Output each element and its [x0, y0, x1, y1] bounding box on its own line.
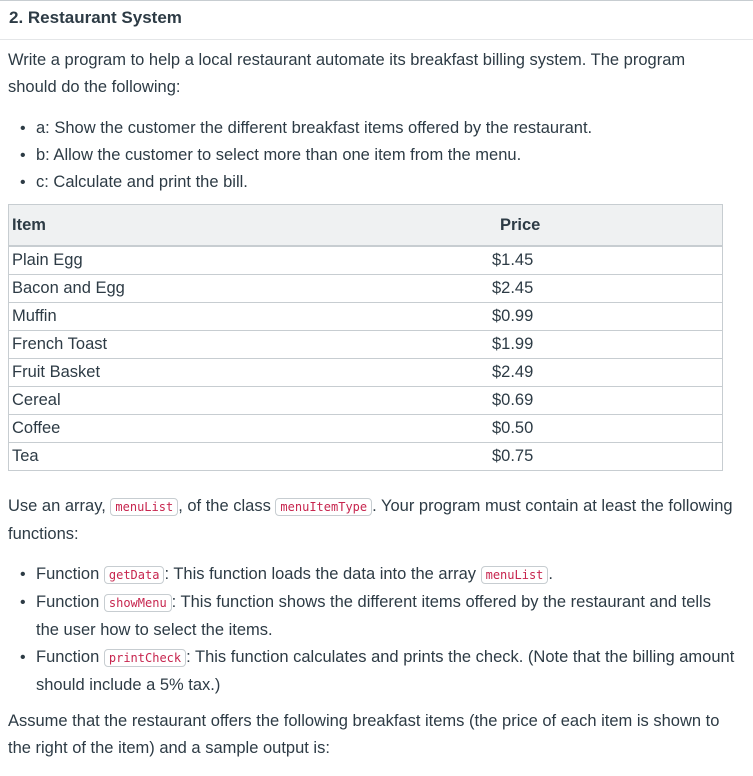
code-menulist: menuList — [481, 566, 549, 584]
item-cell: French Toast — [9, 331, 493, 359]
code-showmenu: showMenu — [104, 594, 172, 612]
text-span: . — [548, 565, 553, 583]
table-row — [9, 275, 723, 303]
intro-paragraph: Write a program to help a local restaurant automate its breakfast billing system. The program should do the following: — [8, 51, 686, 96]
table-row — [9, 415, 723, 443]
list-item — [8, 589, 738, 644]
code-menuitemtype: menuItemType — [275, 498, 372, 516]
text-span: : This function loads the data into the array — [164, 565, 481, 583]
price-cell: $0.75 — [492, 443, 723, 471]
table-row — [9, 387, 723, 415]
code-getdata: getData — [104, 566, 165, 584]
price-cell: $2.49 — [492, 359, 723, 387]
text-span: Function — [36, 565, 104, 583]
table-row — [9, 331, 723, 359]
text-span: . Your program must contain at least the following functions: — [8, 497, 733, 543]
top-border — [0, 0, 753, 1]
list-item: • c: Calculate and print the bill. — [8, 169, 738, 196]
closing-paragraph: Assume that the restaurant offers the following breakfast items (the price of each item is shown to the right of the item) and a sample output is: — [8, 712, 720, 757]
table-row — [9, 359, 723, 387]
list-item — [8, 561, 738, 589]
table-row — [9, 443, 723, 471]
item-cell: Muffin — [9, 303, 493, 331]
price-cell: $1.45 — [492, 246, 723, 275]
price-cell: $0.99 — [492, 303, 723, 331]
text-span: : This function shows the different items offered by the restaurant and tells the user how to select the items. — [36, 593, 711, 639]
item-cell: Fruit Basket — [9, 359, 493, 387]
menu-table — [8, 204, 723, 471]
title-divider — [0, 39, 753, 40]
item-cell: Cereal — [9, 387, 493, 415]
functions-list — [8, 561, 738, 699]
table-row — [9, 246, 723, 275]
text-span: Use an array, — [8, 497, 111, 515]
text-span: Function — [36, 648, 104, 666]
list-item: • a: Show the customer the different breakfast items offered by the restaurant. — [8, 115, 738, 142]
price-column-header: Price — [492, 205, 723, 247]
text-span: Function — [36, 593, 104, 611]
price-cell: $0.50 — [492, 415, 723, 443]
code-menulist: menuList — [110, 498, 178, 516]
text-span: : This function calculates and prints the check. (Note that the billing amount should include a 5% tax.) — [36, 648, 735, 694]
table-row — [9, 303, 723, 331]
list-item: • b: Allow the customer to select more than one item from the menu. — [8, 142, 738, 169]
price-cell: $1.99 — [492, 331, 723, 359]
item-column-header: Item — [9, 205, 493, 247]
price-cell: $2.45 — [492, 275, 723, 303]
list-item — [8, 644, 738, 699]
item-cell: Plain Egg — [9, 246, 493, 275]
page-title: 2. Restaurant System — [9, 8, 182, 27]
requirements-list — [8, 115, 738, 196]
item-cell: Coffee — [9, 415, 493, 443]
price-cell: $0.69 — [492, 387, 723, 415]
item-cell: Bacon and Egg — [9, 275, 493, 303]
item-cell: Tea — [9, 443, 493, 471]
code-printcheck: printCheck — [104, 649, 186, 667]
text-span: , of the class — [178, 497, 276, 515]
array-paragraph — [8, 493, 738, 548]
